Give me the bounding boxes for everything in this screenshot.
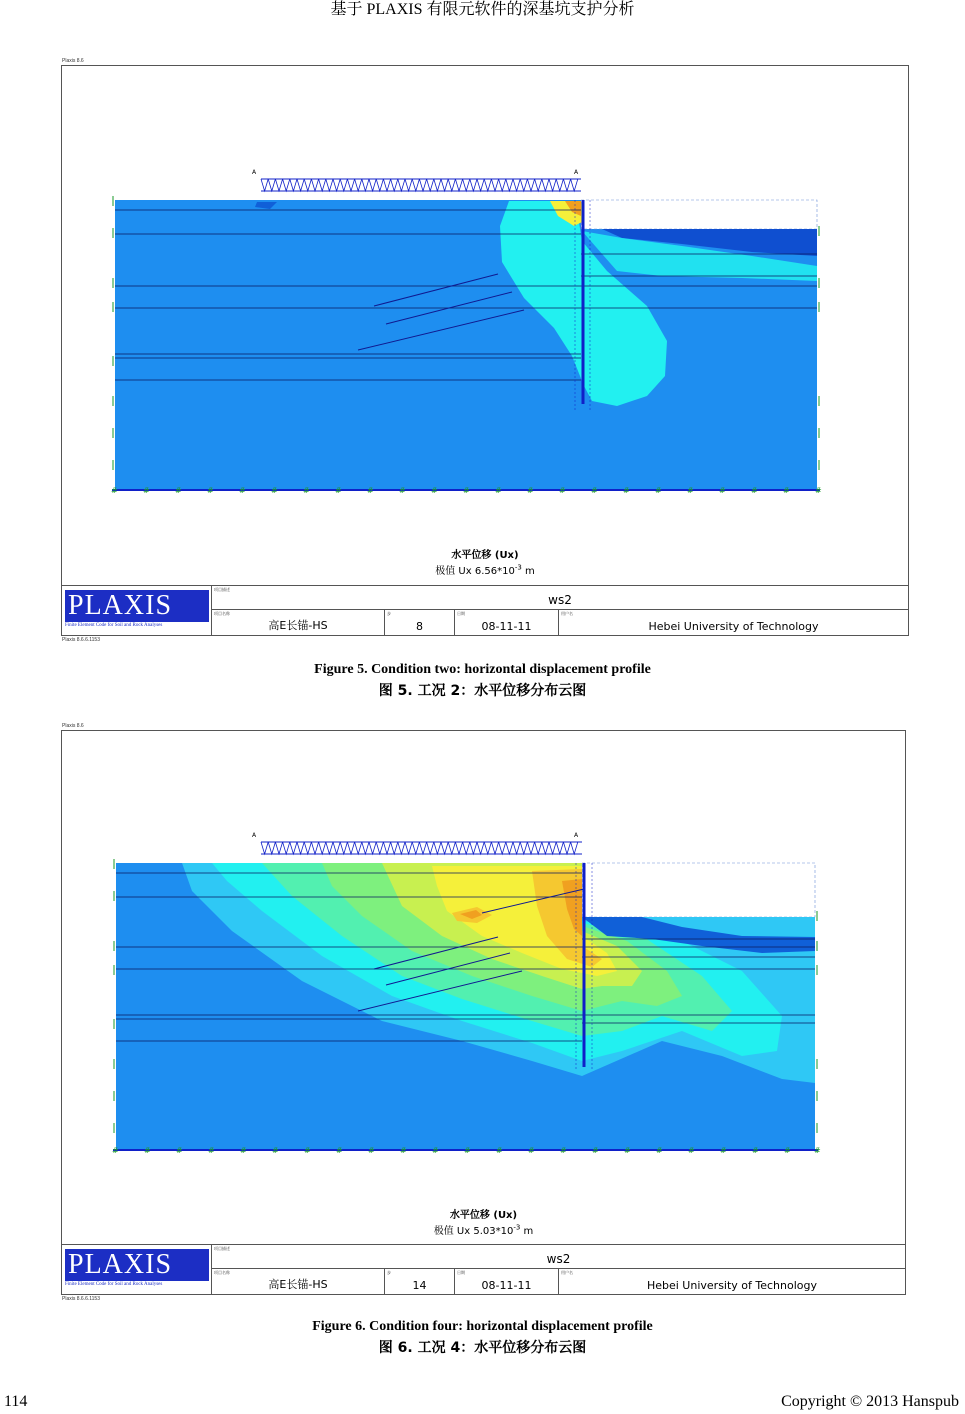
svg-text:#: # bbox=[655, 486, 662, 495]
load-arrow bbox=[556, 179, 563, 191]
plaxis-logo: PLAXIS Finite Element Code for Soil and Rock Analyses bbox=[62, 586, 212, 635]
svg-text:#: # bbox=[303, 486, 310, 495]
load-arrow bbox=[549, 842, 556, 854]
svg-text:#: # bbox=[783, 486, 790, 495]
plaxis-version-label: Plaxis 8.6 bbox=[62, 723, 84, 729]
load-arrow bbox=[463, 179, 470, 191]
load-marker-a-left: A bbox=[252, 169, 257, 176]
project-description: ws2 bbox=[548, 593, 572, 607]
svg-text:#: # bbox=[144, 1146, 151, 1155]
svg-text:#: # bbox=[784, 1146, 791, 1155]
load-arrow bbox=[290, 842, 297, 854]
load-arrow bbox=[427, 842, 434, 854]
plaxis-build-label: Plaxis 8.6.6.1153 bbox=[62, 1296, 100, 1302]
load-arrow bbox=[520, 179, 527, 191]
svg-text:#: # bbox=[111, 486, 118, 495]
load-arrow bbox=[506, 842, 513, 854]
running-head: 基于 PLAXIS 有限元软件的深基坑支护分析 bbox=[330, 1, 635, 18]
svg-text:#: # bbox=[431, 486, 438, 495]
svg-text:#: # bbox=[624, 1146, 631, 1155]
svg-text:#: # bbox=[271, 486, 278, 495]
load-arrow bbox=[326, 179, 333, 191]
figure-5-frame bbox=[61, 65, 909, 636]
svg-text:#: # bbox=[720, 1146, 727, 1155]
svg-text:#: # bbox=[143, 486, 150, 495]
load-arrow bbox=[355, 842, 362, 854]
load-arrow bbox=[405, 842, 412, 854]
project-name: 高E长锚-HS bbox=[268, 1278, 328, 1291]
load-arrow bbox=[513, 179, 520, 191]
load-arrow bbox=[333, 842, 340, 854]
load-arrow bbox=[434, 842, 441, 854]
svg-text:#: # bbox=[688, 1146, 695, 1155]
title-block: PLAXIS Finite Element Code for Soil and Rock Analyses 项目描述 ws2 项目名称 高E长锚-HS 步 14 日期 08-11-11 用户名 Hebei University of Technology bbox=[62, 1244, 905, 1294]
load-arrow bbox=[383, 842, 390, 854]
load-arrow bbox=[283, 179, 290, 191]
svg-text:#: # bbox=[432, 1146, 439, 1155]
load-arrow bbox=[527, 179, 534, 191]
load-arrow bbox=[549, 179, 556, 191]
load-marker-a-right: A bbox=[574, 832, 579, 839]
svg-text:#: # bbox=[592, 1146, 599, 1155]
legend-extreme-value: 极值 Ux $6.56*10^{-3}$ m bbox=[435, 563, 535, 577]
title-block: PLAXIS Finite Element Code for Soil and Rock Analyses 项目描述 ws2 项目名称 高E长锚-HS 步 8 日期 08-11-11 用户名 Hebei University of Technology bbox=[62, 585, 908, 635]
svg-text:#: # bbox=[239, 486, 246, 495]
load-arrow bbox=[391, 179, 398, 191]
svg-text:#: # bbox=[495, 486, 502, 495]
figure-6-caption-en: Figure 6. Condition four: horizontal displacement profile bbox=[312, 1319, 653, 1334]
load-arrow bbox=[470, 842, 477, 854]
load-arrow bbox=[412, 842, 419, 854]
svg-text:#: # bbox=[175, 486, 182, 495]
load-arrow bbox=[513, 842, 520, 854]
load-arrow bbox=[362, 179, 369, 191]
svg-text:#: # bbox=[528, 1146, 535, 1155]
svg-text:#: # bbox=[719, 486, 726, 495]
load-arrow bbox=[520, 842, 527, 854]
svg-text:#: # bbox=[367, 486, 374, 495]
load-arrow bbox=[556, 842, 563, 854]
load-arrow bbox=[412, 179, 419, 191]
load-arrow bbox=[391, 842, 398, 854]
load-arrow bbox=[326, 842, 333, 854]
load-arrow bbox=[477, 179, 484, 191]
load-arrow bbox=[527, 842, 534, 854]
svg-text:#: # bbox=[687, 486, 694, 495]
legend-title: 水平位移 (Ux) bbox=[449, 1210, 518, 1221]
svg-text:#: # bbox=[751, 486, 758, 495]
load-arrow bbox=[484, 179, 491, 191]
load-arrow bbox=[470, 179, 477, 191]
figure-6-frame bbox=[61, 730, 906, 1295]
load-arrow bbox=[369, 179, 376, 191]
svg-text:#: # bbox=[496, 1146, 503, 1155]
load-arrow bbox=[506, 179, 513, 191]
figure-5-contour-plot bbox=[62, 66, 908, 586]
svg-text:#: # bbox=[591, 486, 598, 495]
load-arrow bbox=[275, 179, 282, 191]
load-arrow bbox=[340, 842, 347, 854]
excavation-zone bbox=[581, 200, 817, 229]
svg-text:#: # bbox=[559, 486, 566, 495]
svg-text:#: # bbox=[112, 1146, 119, 1155]
svg-text:#: # bbox=[814, 1146, 821, 1155]
load-arrow bbox=[563, 842, 570, 854]
svg-text:#: # bbox=[464, 1146, 471, 1155]
svg-text:#: # bbox=[368, 1146, 375, 1155]
project-name: 高E长锚-HS bbox=[268, 619, 328, 632]
svg-text:#: # bbox=[207, 486, 214, 495]
svg-text:#: # bbox=[527, 486, 534, 495]
svg-text:#: # bbox=[463, 486, 470, 495]
legend-extreme-value: 极值 Ux $5.03*10^{-3}$ m bbox=[433, 1223, 534, 1237]
project-description: ws2 bbox=[546, 1252, 571, 1266]
load-arrow bbox=[347, 842, 354, 854]
load-arrow bbox=[455, 179, 462, 191]
load-arrow bbox=[434, 179, 441, 191]
svg-text:#: # bbox=[336, 1146, 343, 1155]
figure-6-caption-zh: 图 6. 工况 4：水平位移分布云图 bbox=[378, 1340, 587, 1356]
load-marker-a-right: A bbox=[574, 169, 579, 176]
svg-text:#: # bbox=[208, 1146, 215, 1155]
load-arrow bbox=[275, 842, 282, 854]
load-arrow bbox=[419, 842, 426, 854]
load-arrow bbox=[441, 179, 448, 191]
load-arrow bbox=[491, 179, 498, 191]
load-arrow bbox=[448, 842, 455, 854]
load-arrow bbox=[333, 179, 340, 191]
load-arrow bbox=[311, 842, 318, 854]
plaxis-build-label: Plaxis 8.6.6.1153 bbox=[62, 637, 100, 643]
load-arrow bbox=[405, 179, 412, 191]
load-marker-a-left: A bbox=[252, 832, 257, 839]
load-arrow bbox=[376, 842, 383, 854]
load-arrow bbox=[398, 179, 405, 191]
svg-text:#: # bbox=[752, 1146, 759, 1155]
plaxis-version-label: Plaxis 8.6 bbox=[62, 58, 84, 64]
plaxis-logo: PLAXIS Finite Element Code for Soil and Rock Analyses bbox=[62, 1245, 212, 1294]
svg-text:#: # bbox=[656, 1146, 663, 1155]
svg-text:#: # bbox=[272, 1146, 279, 1155]
load-arrow bbox=[297, 842, 304, 854]
load-arrow bbox=[304, 842, 311, 854]
load-arrow bbox=[290, 179, 297, 191]
load-arrow bbox=[376, 179, 383, 191]
svg-text:#: # bbox=[623, 486, 630, 495]
load-arrow bbox=[427, 179, 434, 191]
load-arrow bbox=[297, 179, 304, 191]
svg-text:#: # bbox=[399, 486, 406, 495]
load-arrow bbox=[268, 842, 275, 854]
load-arrow bbox=[398, 842, 405, 854]
load-arrow bbox=[477, 842, 484, 854]
load-arrow bbox=[491, 842, 498, 854]
load-arrow bbox=[455, 842, 462, 854]
page-number: 114 bbox=[4, 1393, 28, 1410]
load-arrow bbox=[448, 179, 455, 191]
load-arrow bbox=[319, 179, 326, 191]
load-arrow bbox=[463, 842, 470, 854]
load-arrow bbox=[347, 179, 354, 191]
load-arrow bbox=[542, 179, 549, 191]
user-name: Hebei University of Technology bbox=[646, 1279, 818, 1292]
load-arrow bbox=[383, 179, 390, 191]
load-arrow bbox=[304, 179, 311, 191]
load-arrow bbox=[499, 842, 506, 854]
svg-text:#: # bbox=[560, 1146, 567, 1155]
svg-text:#: # bbox=[335, 486, 342, 495]
legend-title: 水平位移 (Ux) bbox=[451, 550, 519, 561]
svg-text:#: # bbox=[815, 486, 822, 495]
svg-text:#: # bbox=[304, 1146, 311, 1155]
load-arrow bbox=[419, 179, 426, 191]
load-arrow bbox=[319, 842, 326, 854]
user-name: Hebei University of Technology bbox=[648, 620, 819, 633]
load-arrow bbox=[369, 842, 376, 854]
load-arrow bbox=[283, 842, 290, 854]
load-arrow bbox=[362, 842, 369, 854]
load-arrow bbox=[563, 179, 570, 191]
load-arrow bbox=[268, 179, 275, 191]
load-arrow bbox=[484, 842, 491, 854]
load-arrow bbox=[311, 179, 318, 191]
date: 08-11-11 bbox=[481, 1279, 532, 1292]
load-arrow bbox=[535, 179, 542, 191]
load-arrow bbox=[535, 842, 542, 854]
svg-text:#: # bbox=[400, 1146, 407, 1155]
load-arrow bbox=[441, 842, 448, 854]
load-arrow bbox=[571, 842, 578, 854]
load-arrow bbox=[340, 179, 347, 191]
figure-6-contour-plot bbox=[62, 731, 905, 1246]
load-arrow bbox=[261, 842, 268, 854]
figure-5-caption-en: Figure 5. Condition two: horizontal displacement profile bbox=[314, 662, 651, 677]
step-number: 14 bbox=[412, 1279, 427, 1292]
svg-text:#: # bbox=[176, 1146, 183, 1155]
load-arrow bbox=[355, 179, 362, 191]
date: 08-11-11 bbox=[481, 620, 532, 633]
load-arrow bbox=[571, 179, 578, 191]
load-arrow bbox=[542, 842, 549, 854]
load-arrow bbox=[261, 179, 268, 191]
load-arrow bbox=[499, 179, 506, 191]
copyright: Copyright © 2013 Hanspub bbox=[781, 1393, 959, 1410]
step-number: 8 bbox=[416, 620, 423, 633]
svg-text:#: # bbox=[240, 1146, 247, 1155]
figure-5-caption-zh: 图 5. 工况 2：水平位移分布云图 bbox=[378, 683, 587, 699]
excavation-zone bbox=[582, 863, 815, 917]
